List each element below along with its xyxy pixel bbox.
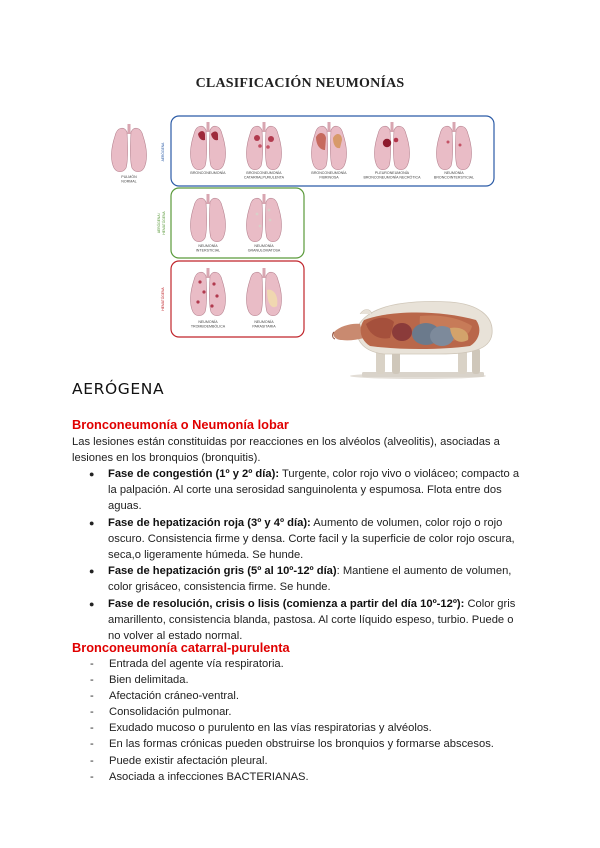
svg-text:INTERSTICIAL: INTERSTICIAL [195,248,221,253]
section1-title: Bronconeumonía o Neumonía lobar [72,417,289,432]
lung-granulomatosa [246,194,281,253]
svg-text:NEUMONÍA: NEUMONÍA [198,244,218,248]
svg-text:TROMBOEMBÓLICA: TROMBOEMBÓLICA [190,324,226,329]
list-item: - Afectación cráneo-ventral. [72,688,522,704]
lung-pleuroneumonia [363,122,421,180]
svg-text:FIBRINOSA: FIBRINOSA [319,175,339,180]
list-item: - Exudado mucoso o purulento en las vías respiratorias y alvéolos. [72,720,522,736]
svg-text:BRONCONEUMONÍA: BRONCONEUMONÍA [190,171,226,175]
side-label-hematogena: HEMATÓGENA [161,287,165,311]
svg-text:NEUMONÍA: NEUMONÍA [254,320,274,324]
svg-text:GRANULOMATOSA: GRANULOMATOSA [247,248,281,253]
svg-text:PARASITARIA: PARASITARIA [252,324,276,329]
list-item: - Entrada del agente vía respiratoria. [72,656,522,672]
svg-text:NEUMONÍA: NEUMONÍA [254,244,274,248]
svg-text:NEUMONÍA: NEUMONÍA [444,171,464,175]
lung-normal [111,124,146,184]
section1-intro: Las lesiones están constituidas por reacciones en los alvéolos (alveolitis), asociadas a lesiones en los bronquios (bronquitis). [72,436,500,465]
lung-parasitaria [246,268,281,329]
page-title: CLASIFICACIÓN NEUMONÍAS [195,76,405,91]
catarral-features-list [72,656,522,785]
lung-bronconeumonia [190,122,226,175]
lung-broncointersticial [434,122,474,180]
svg-text:PULMÓN: PULMÓN [121,175,137,179]
lung-fibrinosa [311,122,347,180]
svg-text:BRONCONEUMONÍA: BRONCONEUMONÍA [246,171,282,175]
section2-title: Bronconeumonía catarral-purulenta [72,640,290,655]
list-item: ● Fase de hepatización gris (5º al 10º-12º día): Mantiene el aumento de volumen, color grisáceo, consistencia firme. Se hunde. [72,563,522,595]
list-item: - En las formas crónicas pueden obstruirse los bronquios y formarse abscesos. [72,736,522,752]
list-item: - Consolidación pulmonar. [72,704,522,720]
svg-text:NEUMONÍA: NEUMONÍA [198,320,218,324]
list-item: - Bien delimitada. [72,672,522,688]
phases-list [72,466,522,644]
svg-text:CATARRALPURULENTA: CATARRALPURULENTA [243,175,285,180]
list-item: ● Fase de hepatización roja (3º y 4º día): Aumento de volumen, color rojo o rojo oscuro. Consistencia firme y densa. Corte facil y la superficie de color rojo oscura, seca,o ligeramente húmeda. Se hunde. [72,515,522,564]
svg-text:BRONCONEUMONÍA NECRÓTICA: BRONCONEUMONÍA NECRÓTICA [363,175,421,180]
svg-text:NORMAL: NORMAL [121,179,137,184]
list-item: - Asociada a infecciones BACTERIANAS. [72,769,522,785]
section-heading-aerogena: AERÓGENA [72,380,165,398]
side-label-aero-hemat-2: HEMATÓGENA [162,211,166,235]
svg-text:BRONCONEUMONÍA: BRONCONEUMONÍA [311,171,347,175]
side-label-aero-hemat-1: AERÓGENA / [157,212,161,234]
lung-intersticial [190,194,225,253]
side-label-aerogena: AERÓGENA [161,142,165,162]
list-item: - Puede existir afectación pleural. [72,753,522,769]
pig-anatomy-model-image [330,290,498,382]
lung-tromboembolica [190,268,225,329]
lung-catarral [244,122,285,180]
svg-text:BRONCOINTERSTICIAL: BRONCOINTERSTICIAL [433,175,475,180]
list-item: ● Fase de congestión (1º y 2º día): Turgente, color rojo vivo o violáceo; compacto a la palpación. Al corte una serosidad sanguinolenta y espumosa. Flota entre dos aguas. [72,466,522,515]
list-item: ● Fase de resolución, crisis o lisis (comienza a partir del día 10º-12º): Color gris amarillento, consistencia blanda, pastosa. Al corte líquido espeso, turbio. Puede o no volver al estado normal. [72,596,522,645]
svg-text:PLEURONEUMONÍA: PLEURONEUMONÍA [374,171,410,175]
